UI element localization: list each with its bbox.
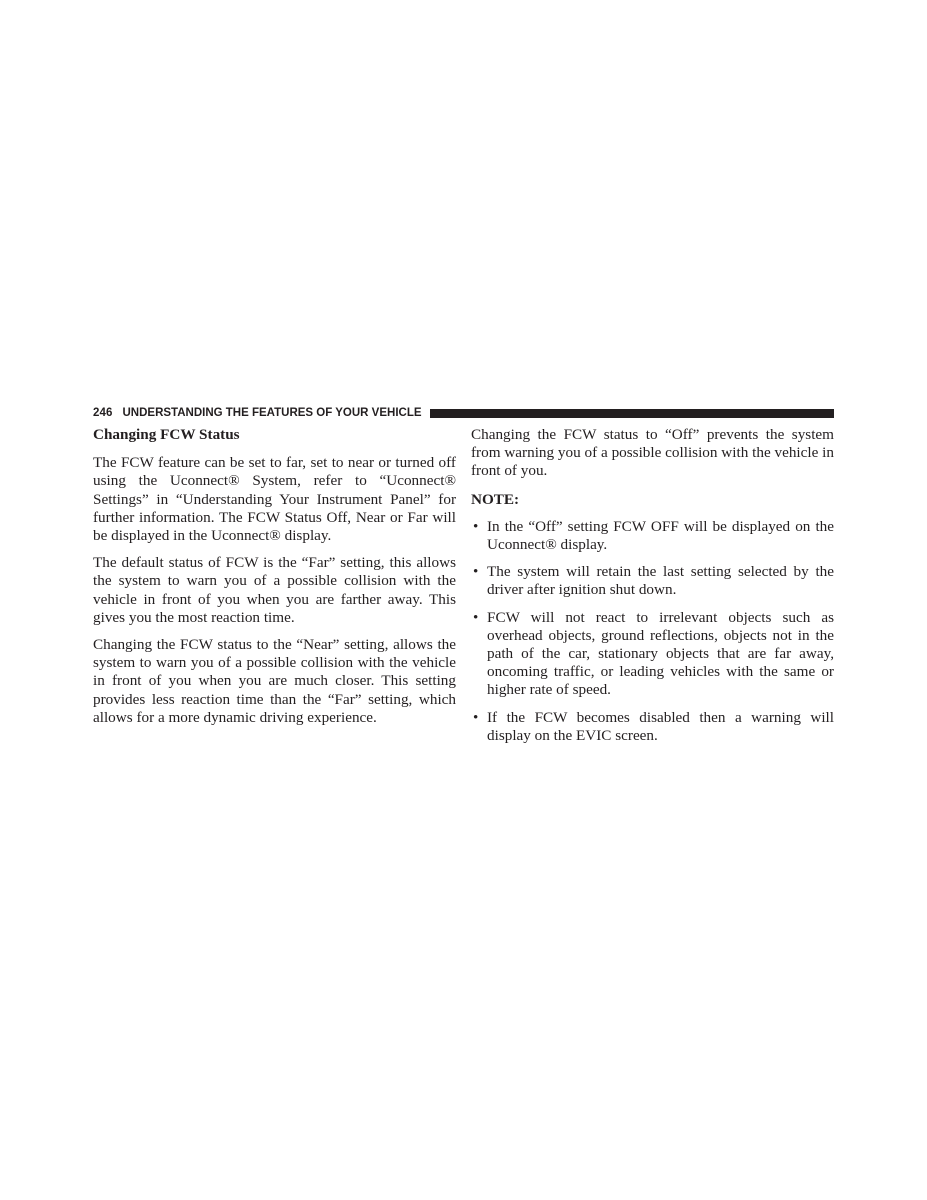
page-number: 246 xyxy=(93,407,113,419)
list-item xyxy=(471,709,834,745)
header-rule xyxy=(430,409,834,418)
section-title: UNDERSTANDING THE FEATURES OF YOUR VEHICLE xyxy=(122,407,422,419)
paragraph-near-setting: Changing the FCW status to the “Near” setting, allows the system to warn you of a possible collision with the vehicle in front of you when you are much closer. This setting provides less reaction time than the “Far” setting, which allows for a more dynamic driving experience. xyxy=(93,636,456,726)
bullet-icon: • xyxy=(473,517,479,535)
bullet-icon: • xyxy=(473,608,479,626)
right-column xyxy=(471,426,834,754)
list-item-text: In the “Off” setting FCW OFF will be displayed on the Uconnect® display. xyxy=(487,517,834,554)
left-column xyxy=(93,426,456,736)
list-item-text: FCW will not react to irrelevant objects such as overhead objects, ground reflections, objects not in the path of the car, stationary objects that are far away, oncoming traffic, or leading vehicles with the same or higher rate of speed. xyxy=(487,608,834,699)
note-list xyxy=(471,518,834,745)
page-header xyxy=(93,405,834,421)
paragraph-fcw-settings: The FCW feature can be set to far, set to near or turned off using the Uconnect® System, refer to “Uconnect® Settings” in “Understanding Your Instrument Panel” for further information. The FCW Status Off, Near or Far will be displayed in the Uconnect® display. xyxy=(93,454,456,545)
list-item xyxy=(471,518,834,554)
list-item xyxy=(471,563,834,599)
list-item xyxy=(471,609,834,700)
bullet-icon: • xyxy=(473,563,479,581)
note-label: NOTE: xyxy=(471,490,520,508)
paragraph-default-status: The default status of FCW is the “Far” setting, this allows the system to warn you of a possible collision with the vehicle in front of you when you are farther away. This gives you the most reaction time. xyxy=(93,554,456,626)
paragraph-off-setting: Changing the FCW status to “Off” prevents the system from warning you of a possible collision with the vehicle in front of you. xyxy=(471,426,834,480)
bullet-icon: • xyxy=(473,708,479,726)
section-heading: Changing FCW Status xyxy=(93,426,240,443)
list-item-text: The system will retain the last setting selected by the driver after ignition shut down. xyxy=(487,563,834,599)
list-item-text: If the FCW becomes disabled then a warning will display on the EVIC screen. xyxy=(487,708,834,744)
